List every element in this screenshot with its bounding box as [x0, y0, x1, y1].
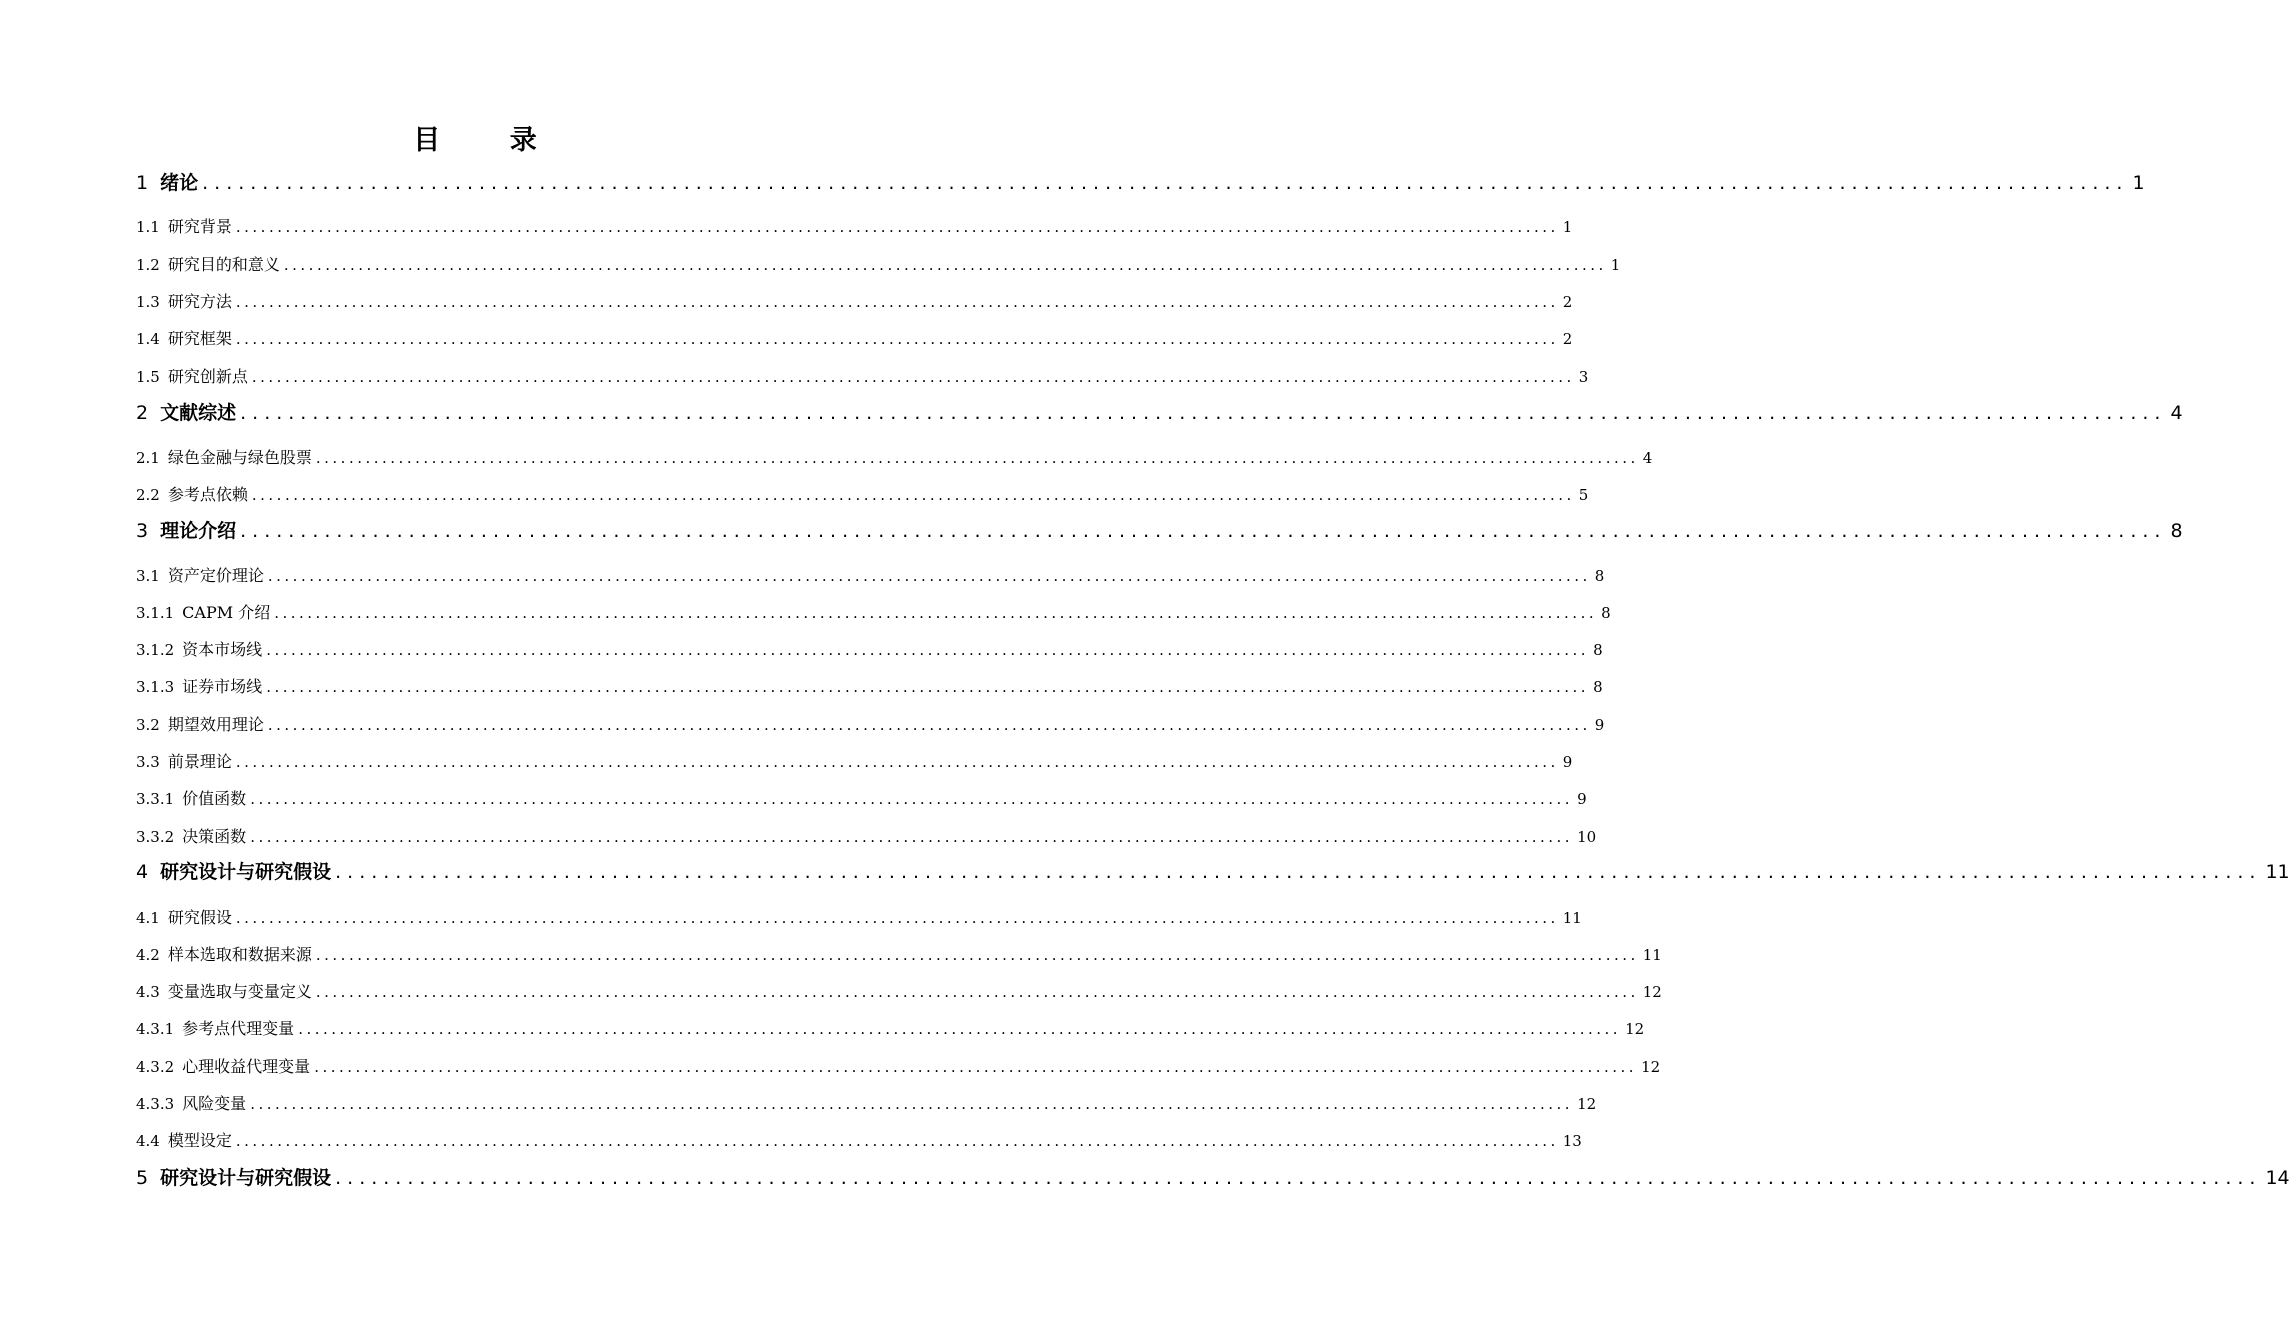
toc-entry-label: 参考点依赖 [167, 485, 248, 504]
toc-leader-dots: ................................................................................................................................................................ [267, 567, 1591, 585]
toc-leader-dots: ................................................................................................................................................................ [250, 790, 1574, 808]
toc-entry-number: 2 [136, 402, 149, 424]
toc-entry-page-number: 9 [1577, 790, 1587, 808]
toc-entry-label: 研究框架 [167, 329, 232, 348]
toc-leader-dots: ................................................................................................................................................................ [267, 716, 1591, 734]
toc-entry-page-number: 1 [2132, 172, 2145, 194]
toc-section-entry[interactable] [136, 289, 1573, 312]
toc-entry-page-number: 8 [2170, 520, 2183, 542]
toc-entry-number: 2.1 [136, 449, 160, 467]
toc-entry-page-number: 1 [1610, 256, 1621, 274]
toc-leader-dots: ................................................................................................................................................................ [314, 1058, 1638, 1076]
toc-leader-dots: ................................................................................................................................................................ [235, 293, 1559, 311]
toc-leader-dots: ................................................................................................................................................................ [202, 172, 2129, 194]
toc-entry-label: 文献综述 [160, 402, 237, 424]
toc-entry-label: 样本选取和数据来源 [167, 945, 312, 964]
toc-entry-label: 绪论 [160, 172, 199, 194]
toc-entry-number: 4.3.3 [136, 1095, 175, 1113]
toc-entry-number: 3.1.2 [136, 641, 175, 659]
toc-entry-page-number: 2 [1562, 293, 1573, 311]
toc-entry-number: 3 [136, 520, 149, 542]
toc-entry-page-number: 12 [1625, 1020, 1645, 1038]
toc-entry-label: 研究创新点 [167, 367, 248, 386]
toc-title: 目 录 [413, 125, 567, 156]
toc-entry-label: 证券市场线 [182, 677, 263, 696]
toc-leader-dots: ................................................................................................................................................................ [250, 1095, 1574, 1113]
toc-leader-dots: ................................................................................................................................................................ [274, 604, 1598, 622]
toc-entry-page-number: 5 [1578, 486, 1589, 504]
toc-section-entry[interactable] [136, 749, 1573, 772]
toc-section-entry[interactable] [136, 364, 1589, 387]
toc-section-entry[interactable] [136, 326, 1573, 349]
toc-entry-number: 3.1.1 [136, 604, 175, 622]
toc-section-entry[interactable] [136, 1016, 1645, 1039]
toc-section-entry[interactable] [136, 445, 1653, 468]
toc-section-entry[interactable] [136, 786, 1587, 809]
toc-entry-number: 4.1 [136, 909, 160, 927]
toc-section-entry[interactable] [136, 979, 1662, 1002]
toc-leader-dots: ................................................................................................................................................................ [266, 641, 1590, 659]
toc-entry-page-number: 3 [1578, 368, 1589, 386]
toc-entry-label: 资产定价理论 [167, 566, 264, 585]
toc-entry-label: CAPM 介绍 [182, 603, 271, 622]
toc-entry-number: 1.1 [136, 218, 160, 236]
toc-entry-number: 1.5 [136, 368, 160, 386]
toc-entry-label: 决策函数 [182, 827, 247, 846]
toc-entry-number: 1 [136, 172, 149, 194]
toc-entry-page-number: 8 [1601, 604, 1611, 622]
toc-entry-number: 4.2 [136, 946, 160, 964]
toc-chapter-entry[interactable] [136, 168, 2145, 195]
toc-entry-page-number: 2 [1562, 330, 1573, 348]
toc-section-entry[interactable] [136, 712, 1605, 735]
toc-entry-page-number: 11 [1642, 946, 1662, 964]
toc-entry-page-number: 12 [1641, 1058, 1661, 1076]
toc-section-entry[interactable] [136, 600, 1611, 623]
toc-leader-dots: ................................................................................................................................................................ [235, 909, 1559, 927]
toc-leader-dots: ................................................................................................................................................................ [251, 486, 1575, 504]
toc-leader-dots: ................................................................................................................................................................ [283, 256, 1607, 274]
toc-entry-number: 5 [136, 1167, 149, 1189]
toc-entry-label: 研究设计与研究假设 [160, 1167, 332, 1189]
toc-entry-number: 4.3 [136, 983, 160, 1001]
toc-entry-number: 4.3.2 [136, 1058, 175, 1076]
toc-leader-dots: ................................................................................................................................................................ [266, 678, 1590, 696]
toc-entry-page-number: 4 [2170, 402, 2183, 424]
toc-leader-dots: ................................................................................................................................................................ [240, 402, 2167, 424]
toc-chapter-entry[interactable] [136, 516, 2183, 543]
toc-section-entry[interactable] [136, 482, 1589, 505]
toc-entry-page-number: 8 [1593, 678, 1603, 696]
toc-leader-dots: ................................................................................................................................................................ [250, 828, 1574, 846]
toc-entry-number: 4.3.1 [136, 1020, 175, 1038]
toc-chapter-entry[interactable] [136, 857, 2290, 884]
toc-entry-page-number: 4 [1642, 449, 1653, 467]
toc-entry-label: 理论介绍 [160, 520, 237, 542]
toc-section-entry[interactable] [136, 824, 1597, 847]
toc-entry-number: 1.3 [136, 293, 160, 311]
toc-entry-label: 期望效用理论 [167, 715, 264, 734]
toc-entry-number: 3.3.1 [136, 790, 175, 808]
toc-section-entry[interactable] [136, 1054, 1661, 1077]
toc-entry-label: 研究方法 [167, 292, 232, 311]
toc-entry-label: 研究目的和意义 [167, 255, 280, 274]
toc-leader-dots: ................................................................................................................................................................ [335, 1167, 2262, 1189]
toc-entry-label: 风险变量 [182, 1094, 247, 1113]
toc-entry-page-number: 14 [2265, 1167, 2290, 1189]
toc-entry-number: 4 [136, 861, 149, 883]
toc-entry-label: 模型设定 [167, 1131, 232, 1150]
toc-leader-dots: ................................................................................................................................................................ [235, 218, 1559, 236]
toc-entry-page-number: 12 [1577, 1095, 1597, 1113]
toc-leader-dots: ................................................................................................................................................................ [240, 520, 2167, 542]
toc-entry-label: 研究设计与研究假设 [160, 861, 332, 883]
toc-entry-page-number: 10 [1577, 828, 1597, 846]
toc-entry-page-number: 13 [1562, 1132, 1582, 1150]
toc-leader-dots: ................................................................................................................................................................ [335, 861, 2262, 883]
toc-entry-page-number: 11 [1562, 909, 1582, 927]
toc-entry-page-number: 9 [1562, 753, 1573, 771]
toc-leader-dots: ................................................................................................................................................................ [315, 946, 1639, 964]
toc-leader-dots: ................................................................................................................................................................ [235, 753, 1559, 771]
toc-chapter-entry[interactable] [136, 1163, 2290, 1190]
toc-leader-dots: ................................................................................................................................................................ [315, 983, 1639, 1001]
toc-entry-number: 3.2 [136, 716, 160, 734]
toc-entry-label: 心理收益代理变量 [182, 1057, 311, 1076]
toc-chapter-entry[interactable] [136, 398, 2183, 425]
toc-entry-label: 研究背景 [167, 217, 232, 236]
toc-entry-label: 前景理论 [167, 752, 232, 771]
toc-section-entry[interactable] [136, 905, 1582, 928]
toc-entry-label: 绿色金融与绿色股票 [167, 448, 312, 467]
toc-entry-label: 变量选取与变量定义 [167, 982, 312, 1001]
toc-entry-page-number: 9 [1594, 716, 1605, 734]
toc-section-entry[interactable] [136, 252, 1621, 275]
toc-section-entry[interactable] [136, 214, 1573, 237]
toc-entry-number: 1.2 [136, 256, 160, 274]
toc-entry-number: 1.4 [136, 330, 160, 348]
toc-entry-page-number: 8 [1593, 641, 1603, 659]
toc-section-entry[interactable] [136, 1128, 1582, 1151]
toc-section-entry[interactable] [136, 674, 1603, 697]
toc-entry-number: 3.3 [136, 753, 160, 771]
toc-section-entry[interactable] [136, 563, 1605, 586]
toc-entry-label: 价值函数 [182, 789, 247, 808]
toc-entry-label: 资本市场线 [182, 640, 263, 659]
toc-entry-number: 3.1.3 [136, 678, 175, 696]
toc-entry-page-number: 11 [2265, 861, 2290, 883]
toc-entry-label: 参考点代理变量 [182, 1019, 295, 1038]
toc-section-entry[interactable] [136, 1091, 1597, 1114]
toc-entry-page-number: 1 [1562, 218, 1573, 236]
toc-leader-dots: ................................................................................................................................................................ [315, 449, 1639, 467]
toc-entry-page-number: 8 [1594, 567, 1605, 585]
toc-section-entry[interactable] [136, 942, 1662, 965]
toc-entry-number: 3.3.2 [136, 828, 175, 846]
toc-entry-label: 研究假设 [167, 908, 232, 927]
toc-leader-dots: ................................................................................................................................................................ [235, 1132, 1559, 1150]
toc-entry-page-number: 12 [1642, 983, 1662, 1001]
toc-entry-number: 2.2 [136, 486, 160, 504]
toc-section-entry[interactable] [136, 637, 1603, 660]
toc-entry-number: 4.4 [136, 1132, 160, 1150]
toc-entry-number: 3.1 [136, 567, 160, 585]
toc-leader-dots: ................................................................................................................................................................ [298, 1020, 1622, 1038]
toc-leader-dots: ................................................................................................................................................................ [251, 368, 1575, 386]
toc-leader-dots: ................................................................................................................................................................ [235, 330, 1559, 348]
